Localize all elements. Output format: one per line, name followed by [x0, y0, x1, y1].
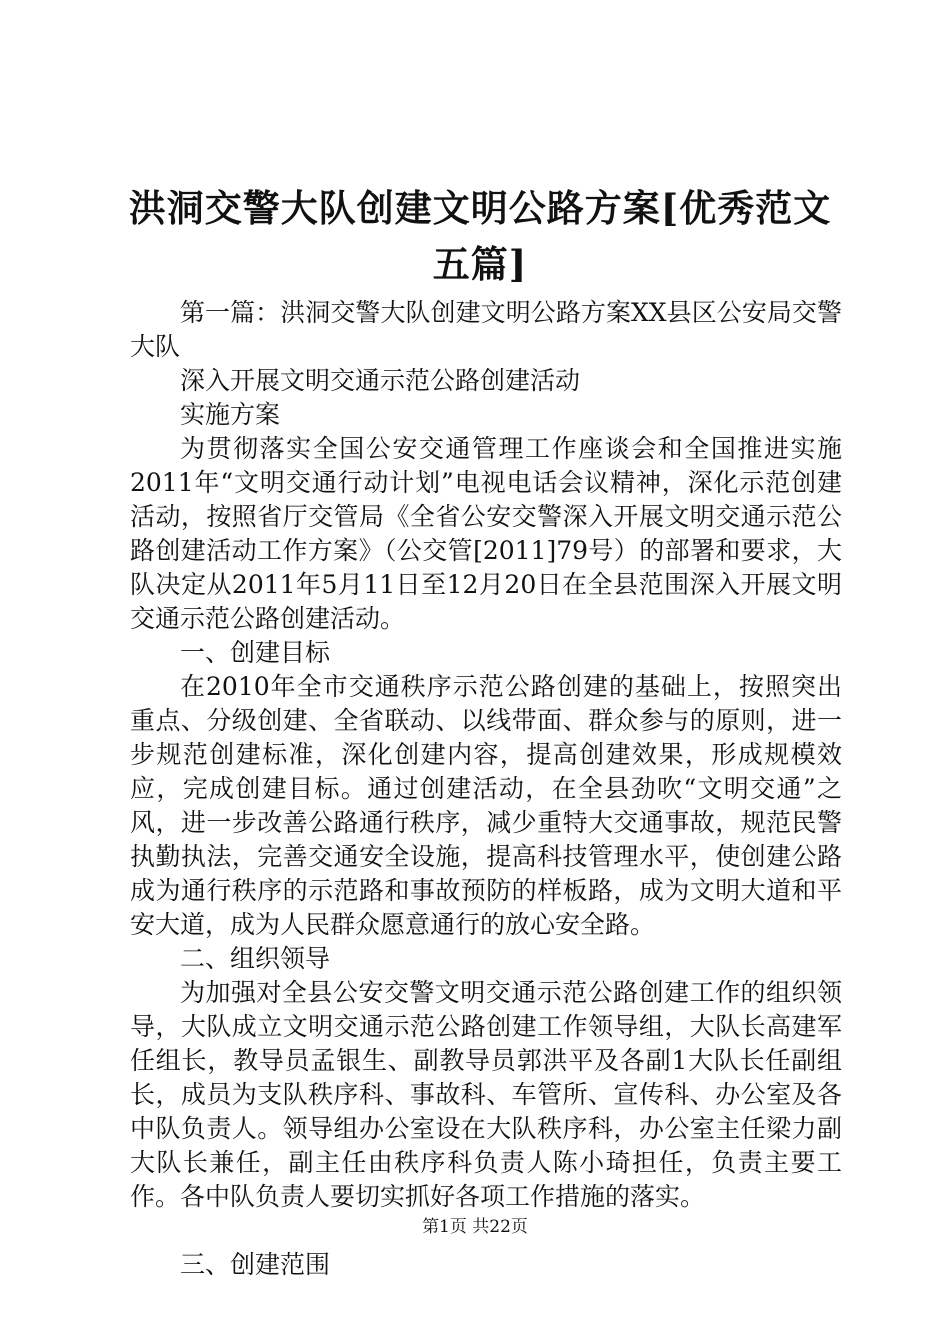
section-heading-goals: 一、创建目标	[180, 638, 331, 667]
paragraph-plan-label: 实施方案	[180, 400, 281, 429]
paragraph-introduction: 为贯彻落实全国公安交通管理工作座谈会和全国推进实施2011年“文明交通行动计划”电视电话会议精神，深化示范创建活动，按照省厅交管局《全省公安交警深入开展文明交通示范公路创建活动工作方案》（公交管[2011]79号）的部署和要求，大队决定从2011年5月11日至12月20日在全县范围深入开展文明交通示范公路创建活动。	[130, 434, 842, 633]
document-title: 洪洞交警大队创建文明公路方案[优秀范文五篇]	[128, 186, 832, 286]
document-body	[130, 296, 842, 1282]
paragraph-goals: 在2010年全市交通秩序示范公路创建的基础上，按照突出重点、分级创建、全省联动、以线带面、群众参与的原则，进一步规范创建标准，深化创建内容，提高创建效果，形成规模效应，完成创建目标。通过创建活动，在全县劲吹“文明交通”之风，进一步改善公路通行秩序，减少重特大交通事故，规范民警执勤执法，完善交通安全设施，提高科技管理水平，使创建公路成为通行秩序的示范路和事故预防的样板路，成为文明大道和平安大道，成为人民群众愿意通行的放心安全路。	[130, 672, 842, 939]
section-heading-leadership: 二、组织领导	[180, 944, 331, 973]
page-footer: 第1页 共22页	[422, 1217, 528, 1237]
section-heading-scope: 三、创建范围	[180, 1250, 331, 1279]
paragraph-activity-name: 深入开展文明交通示范公路创建活动	[180, 366, 581, 395]
paragraph-first-article-heading: 第一篇：洪洞交警大队创建文明公路方案XX县区公安局交警大队	[130, 298, 842, 361]
paragraph-leadership: 为加强对全县公安交警文明交通示范公路创建工作的组织领导，大队成立文明交通示范公路创建工作领导组，大队长高建军任组长，教导员孟银生、副教导员郭洪平及各副1大队长任副组长，成员为支队秩序科、事故科、车管所、宣传科、办公室及各中队负责人。领导组办公室设在大队秩序科，办公室主任梁力副大队长兼任，副主任由秩序科负责人陈小琦担任，负责主要工作。各中队负责人要切实抓好各项工作措施的落实。	[130, 978, 842, 1211]
